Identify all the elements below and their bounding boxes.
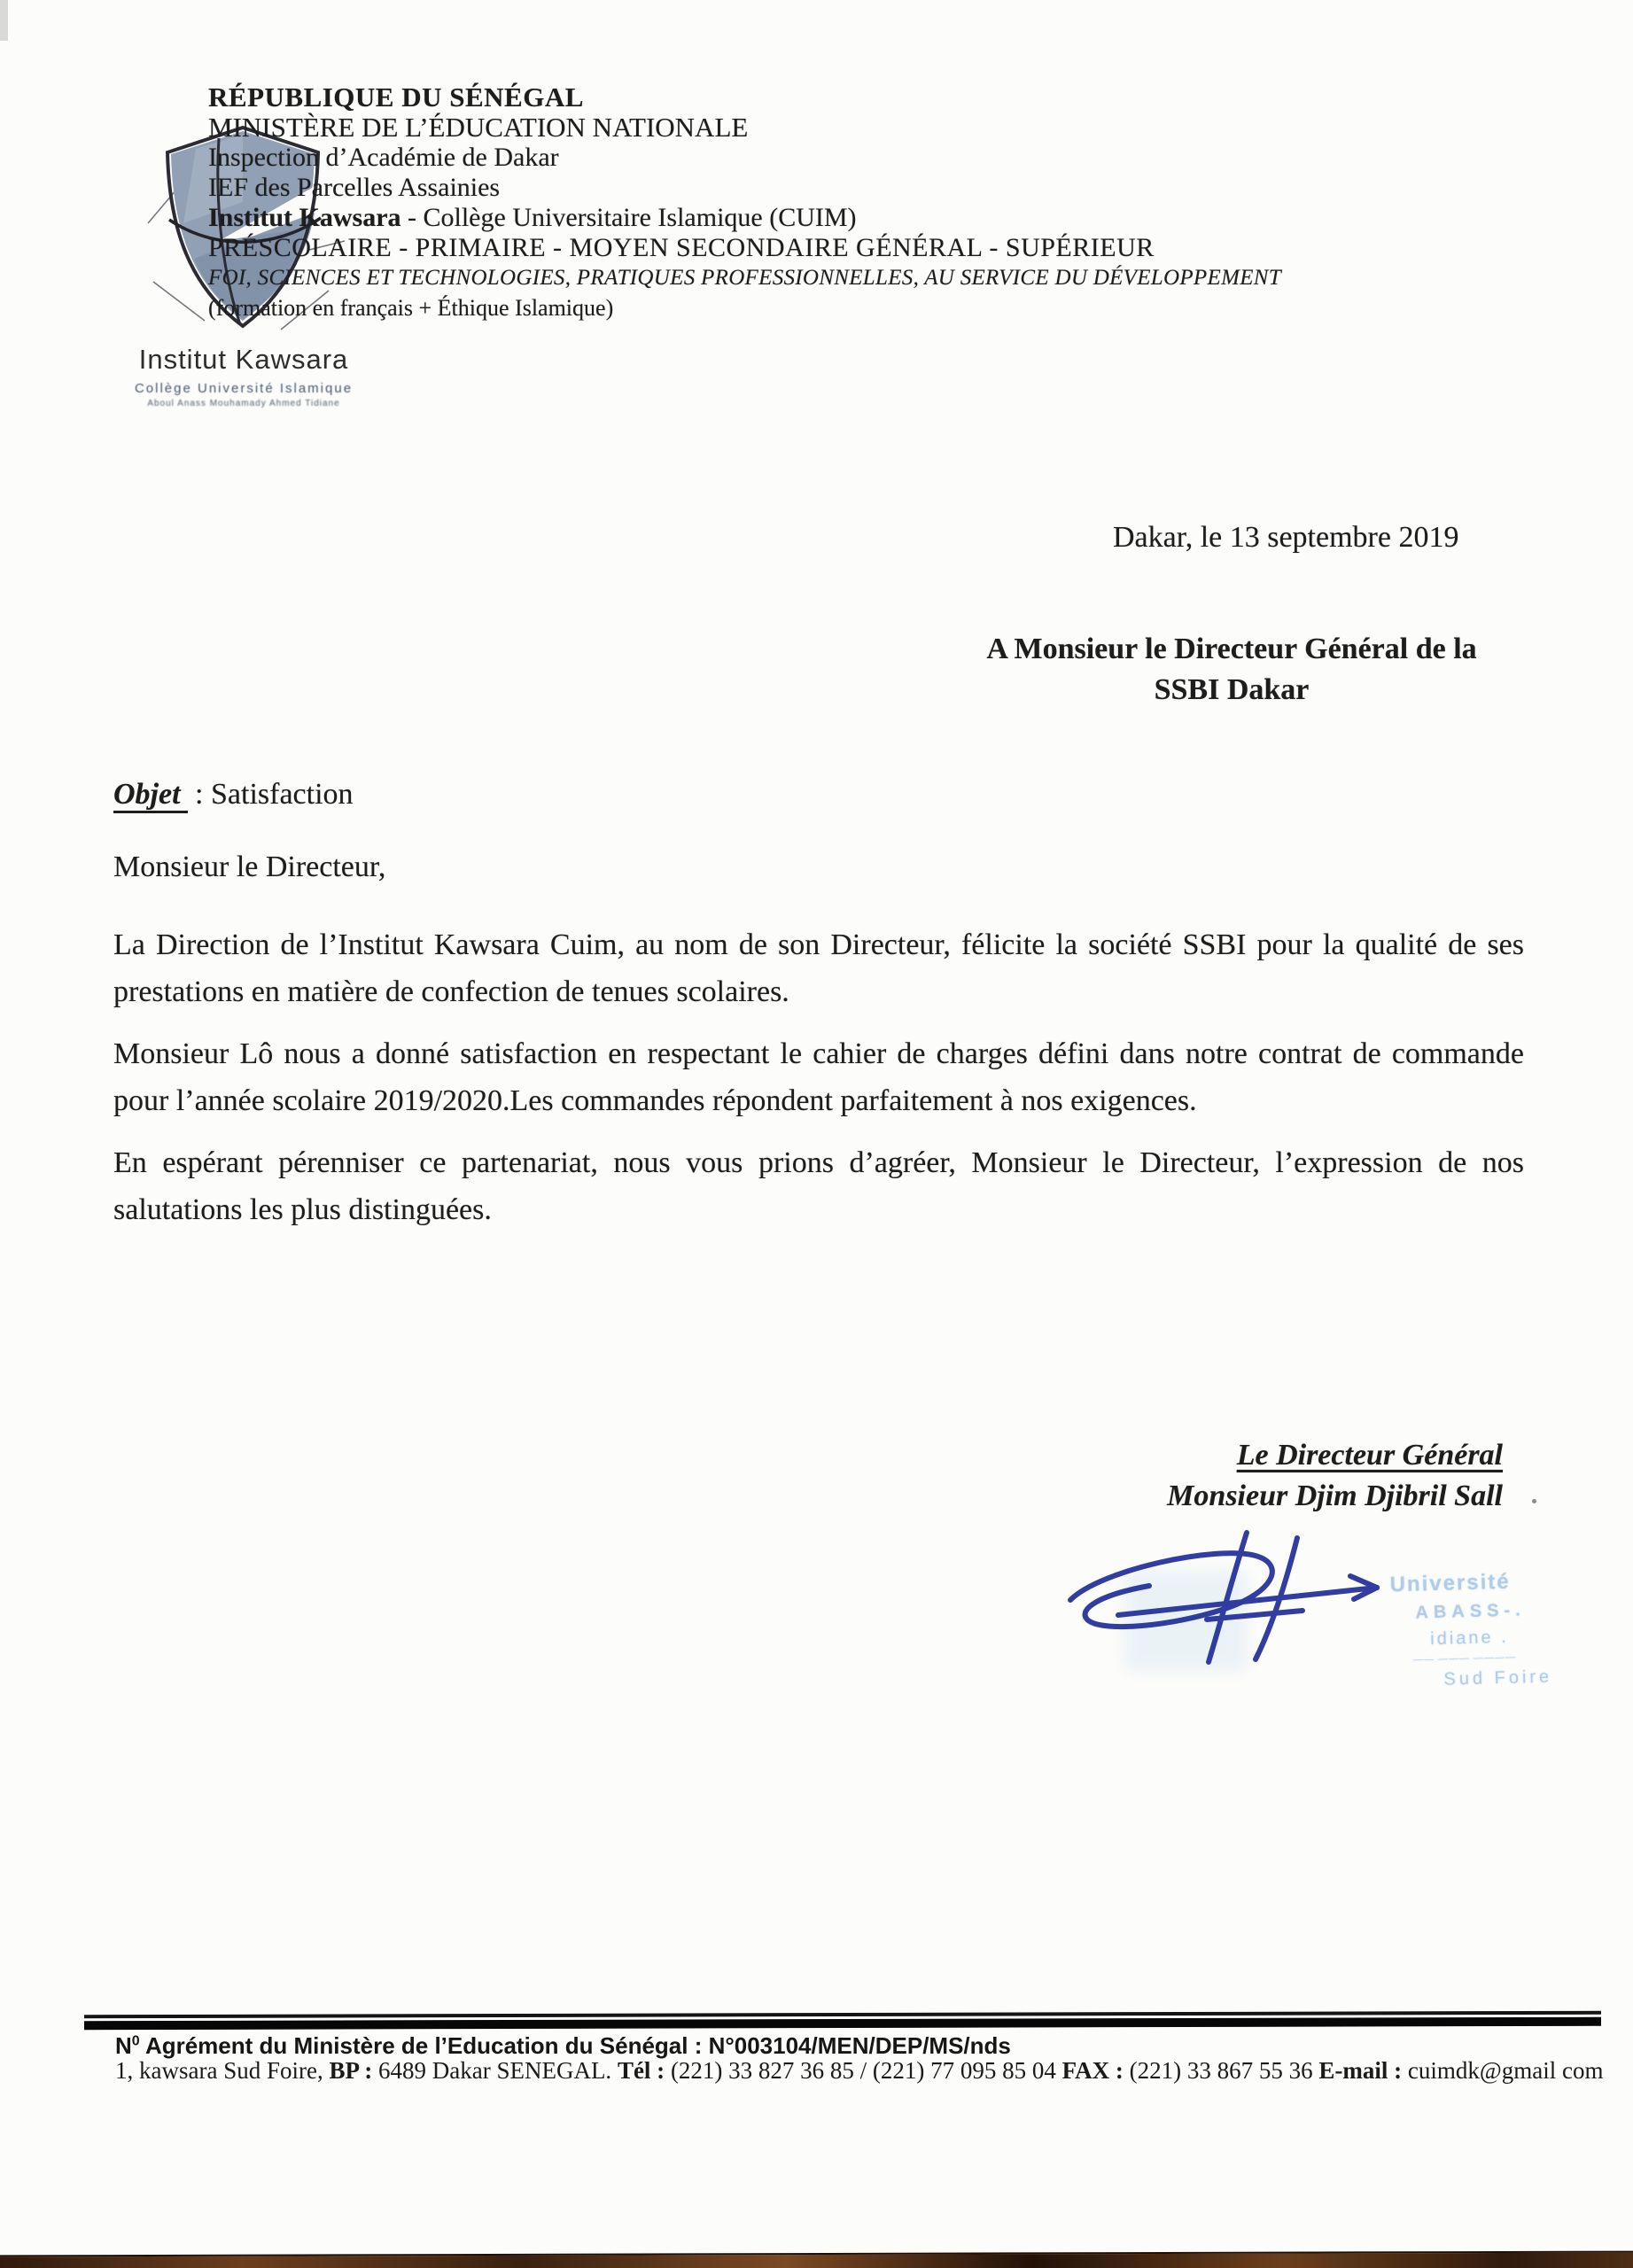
body-paragraph: La Direction de l’Institut Kawsara Cuim, au nom de son Directeur, félicite la société SSBI pour la qualité de ses prestations en matière de confection de tenues scolaires.	[113, 928, 1524, 1008]
rubber-stamp	[1377, 1566, 1628, 1691]
org-ief: IEF des Parcelles Assainies	[208, 173, 501, 202]
footer-email-value: cuimdk@gmail com	[1407, 2057, 1604, 2084]
footer-tel-value: (221) 33 827 36 85 / (221) 77 095 85 04	[670, 2057, 1062, 2084]
org-levels: PRÉSCOLAIRE - PRIMAIRE - MOYEN SECONDAIRE GÉNÉRAL - SUPÉRIEUR	[208, 233, 1155, 262]
body-paragraph: Monsieur Lô nous a donné satisfaction en respectant le cahier de charges défini dans notre contrat de commande pour l’année scolaire 2019/2020.Les commandes répondent parfaitement à nos exigences.	[113, 1037, 1524, 1117]
scan-edge-bar	[0, 2251, 1633, 2268]
date-line: Dakar, le 13 septembre 2019	[1113, 521, 1459, 554]
org-inspection: Inspection d’Académie de Dakar	[208, 143, 559, 172]
subject-value: Satisfaction	[211, 778, 354, 811]
ink-speck	[1532, 1499, 1536, 1503]
footer-email-label: E-mail :	[1318, 2057, 1408, 2084]
logo-tagline: Aboul Anass Mouhamady Ahmed Tidiane	[147, 399, 340, 408]
footer-bp-label: BP :	[329, 2057, 378, 2084]
org-formation-note: (formation en français + Éthique Islamique)	[208, 295, 614, 321]
org-institute-name: Institut Kawsara	[208, 203, 401, 232]
logo-subtitle: Collège Université Islamique	[134, 381, 354, 396]
signatory-title: Le Directeur Général	[1236, 1439, 1503, 1472]
subject-label: Objet	[113, 778, 188, 813]
stamp-line: ABASS-.	[1415, 1600, 1526, 1623]
footer-n-sup: 0	[131, 2033, 140, 2049]
signature-block	[1019, 1435, 1503, 1517]
subject-separator: :	[195, 778, 211, 811]
stamp-line: idiane .	[1429, 1627, 1510, 1650]
stamp-line: —— ——— ————	[1412, 1651, 1517, 1666]
signatory-name: Monsieur Djim Djibril Sall	[1167, 1480, 1503, 1512]
org-republic: RÉPUBLIQUE DU SÉNÉGAL	[208, 82, 584, 113]
addressee-block	[957, 629, 1506, 711]
logo-title: Institut Kawsara	[138, 344, 349, 375]
footer-address: 1, kawsara Sud Foire,	[115, 2057, 330, 2084]
footer-bp-value: 6489 Dakar SENEGAL.	[377, 2057, 618, 2084]
stamp-line: Université	[1389, 1569, 1512, 1597]
addressee-line1: A Monsieur le Directeur Général de la	[986, 633, 1477, 665]
footer-rule	[84, 2011, 1601, 2030]
subject-line	[113, 778, 354, 812]
body-paragraph: En espérant pérenniser ce partenariat, nous vous prions d’agréer, Monsieur le Directeur, l’expression de nos salutations les plus distinguées.	[113, 1146, 1524, 1226]
org-motto: FOI, SCIENCES ET TECHNOLOGIES, PRATIQUES PROFESSIONNELLES, AU SERVICE DU DÉVELOPPEMENT	[208, 266, 1281, 290]
handwritten-signature-icon	[1063, 1529, 1400, 1666]
stamp-line: Sud Foire	[1443, 1666, 1553, 1689]
org-institute-line	[208, 203, 1281, 233]
footer-rule-thick	[84, 2017, 1601, 2030]
scan-corner-smudge	[0, 0, 8, 41]
salutation: Monsieur le Directeur,	[113, 850, 386, 883]
footer-agrement-line	[115, 2032, 1011, 2060]
footer-agrement-text: Agrément du Ministère de l’Education du Sénégal : N°003104/MEN/DEP/MS/nds	[139, 2032, 1011, 2059]
org-institute-rest: - Collège Universitaire Islamique (CUIM)	[400, 203, 857, 232]
footer-fax-label: FAX :	[1061, 2057, 1130, 2084]
addressee-line2: SSBI Dakar	[1154, 673, 1310, 706]
letterhead-org-block	[208, 82, 1281, 323]
footer-address-line	[115, 2057, 1603, 2085]
footer-n: N	[115, 2032, 132, 2059]
footer-tel-label: Tél :	[617, 2057, 671, 2084]
org-ministry: MINISTÈRE DE L’ÉDUCATION NATIONALE	[208, 112, 749, 143]
footer-fax-value: (221) 33 867 55 36	[1129, 2057, 1319, 2084]
